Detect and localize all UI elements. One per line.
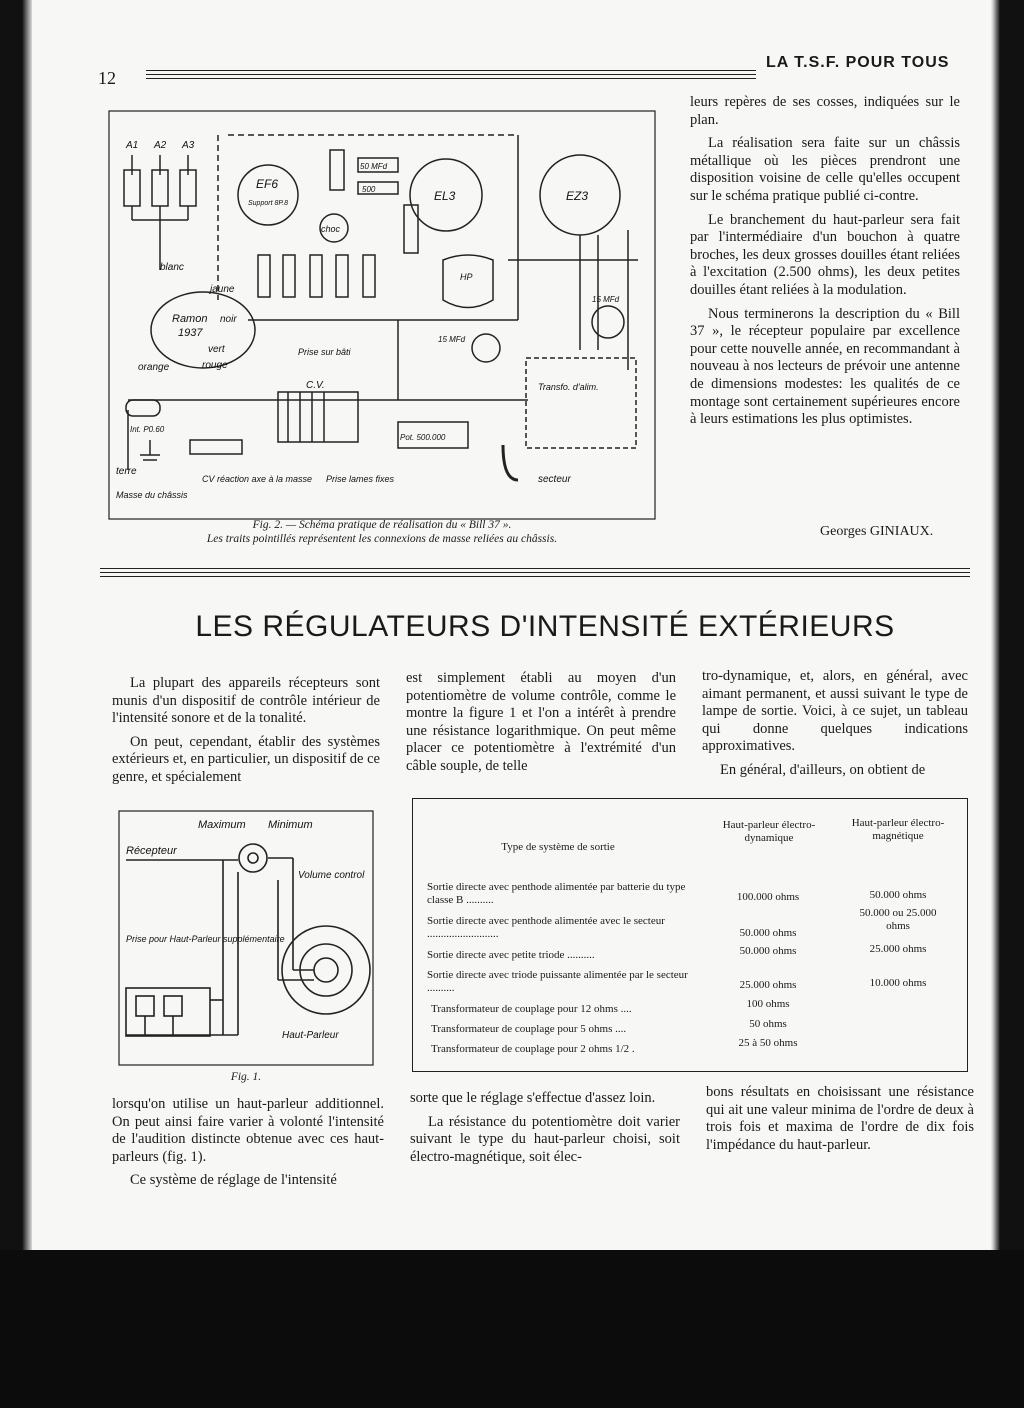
table-row-type: Sortie directe avec triode puissante alimentée par le secteur ..........: [427, 969, 688, 994]
article-paragraph: tro-dynamique, et, alors, en général, avec aimant permanent, et aussi suivant le type de lampe de sortie. Voici, à ce sujet, un tableau qui donne quelques indications approximatives.: [702, 668, 968, 755]
scan-left-shadow: [0, 0, 34, 1408]
figure2-caption: [108, 518, 656, 546]
table-row-mag: 50.000 ohms: [869, 889, 927, 901]
fig2-label-transfo: Transfo. d'alim.: [538, 382, 599, 392]
scan-right-shadow: [990, 0, 1024, 1408]
table-row-dyn: 50.000 ohms: [739, 927, 797, 939]
fig2-label-ef6: EF6: [256, 177, 279, 191]
article-paragraph: sorte que le réglage s'effectue d'assez loin.: [410, 1090, 656, 1106]
table-row-mag: 25.000 ohms: [869, 943, 927, 955]
table-row-type: Sortie directe avec petite triode ..........: [427, 949, 595, 961]
figure1-caption: Fig. 1.: [230, 1071, 262, 1083]
fig2-label-ez3: EZ3: [566, 189, 589, 203]
fig2-label-masse: Masse du châssis: [116, 490, 188, 500]
right-paragraph: La réalisation sera faite sur un châssis métallique où les pièces prendront une disposition voisine de celle qu'elles occupent sur le schéma pratique publié ci-contre.: [690, 135, 960, 204]
fig1-label-maximum: Maximum: [198, 819, 246, 831]
scan-bottom-shadow: [0, 1250, 1024, 1408]
article-paragraph: La résistance du potentiomètre doit varier suivant le type du haut-parleur choisi, soit électro-magnétique, soit élec-: [410, 1113, 680, 1165]
table-row-mag: 50.000 ou 25.000 ohms: [859, 907, 937, 932]
fig2-label-rouge: rouge: [202, 360, 228, 371]
figure2-caption-line2: Les traits pointillés représentent les connexions de masse reliées au châssis.: [206, 533, 558, 545]
table-row-dyn: 100 ohms: [746, 998, 790, 1010]
table-row-dyn: 50 ohms: [749, 1018, 787, 1030]
table-header-type: Type de système de sortie: [501, 841, 615, 853]
author-signature: Georges GINIAUX.: [820, 524, 934, 539]
fig1-label-recepteur: Récepteur: [126, 845, 177, 857]
table-row-type: Transformateur de couplage pour 12 ohms ....: [431, 1003, 632, 1015]
fig2-label-el3: EL3: [434, 189, 456, 203]
table-row-type: Sortie directe avec penthode alimentée par batterie du type classe B ..........: [427, 881, 686, 906]
article-col2: [406, 670, 676, 782]
table-row-type: Sortie directe avec penthode alimentée avec le secteur ..........................: [427, 915, 665, 940]
fig2-label-a2: A2: [154, 140, 167, 151]
fig2-label-a3: A3: [182, 140, 195, 151]
right-column-text: [690, 94, 960, 435]
fig2-label-year: 1937: [178, 327, 203, 339]
section-separator: [100, 568, 970, 577]
fig2-label-blanc: blanc: [160, 262, 184, 273]
article-title: LES RÉGULATEURS D'INTENSITÉ EXTÉRIEURS: [195, 610, 895, 643]
page-number: 12: [98, 68, 116, 88]
article-paragraph: En général, d'ailleurs, on obtient de: [720, 761, 926, 778]
fig2-label-cv: C.V.: [306, 380, 325, 391]
figure2-caption-line1: Fig. 2. — Schéma pratique de réalisation du « Bill 37 ».: [252, 519, 512, 531]
figure1-diagram: [118, 810, 374, 1066]
article-paragraph: bons résultats en choisissant une résistance qui ait une valeur minima de l'ordre de deux à trois fois et maxima de l'ordre de dix fois l'impédance du haut-parleur.: [706, 1084, 974, 1153]
fig2-label-support: Support 8P.8: [248, 200, 288, 207]
fig1-label-minimum: Minimum: [268, 819, 313, 831]
fig1-label-hp: Haut-Parleur: [282, 1030, 339, 1041]
article-col1: [112, 675, 380, 793]
fig2-label-noir: noir: [220, 314, 237, 325]
fig2-label-pot: Pot. 500.000: [400, 433, 446, 442]
article-bottom-col2: [410, 1090, 680, 1172]
fig2-label-int: Int. P0.60: [130, 425, 165, 434]
fig2-label-orange: orange: [138, 362, 170, 373]
fig2-label-terre: terre: [116, 466, 137, 477]
fig2-label-choc: choc: [321, 224, 341, 234]
fig2-label-vert: vert: [208, 344, 225, 355]
fig2-label-prise-bati: Prise sur bâti: [298, 347, 351, 357]
article-paragraph: Ce système de réglage de l'intensité: [130, 1172, 337, 1189]
impedance-table: [412, 798, 968, 1072]
table-row-type: Transformateur de couplage pour 2 ohms 1/2 .: [431, 1043, 635, 1055]
article-col3: [702, 668, 968, 786]
table-header-magnetic: Haut-parleur électro-magnétique: [851, 817, 945, 842]
fig2-label-jaune: jaune: [210, 284, 235, 295]
right-paragraph: Le branchement du haut-parleur sera fait par l'intermédiaire d'un bouchon à quatre broches, les deux grosses douilles étant reliées à l'excitation (2.500 ohms), les deux petites douilles étant reliées à la modulation.: [690, 211, 960, 298]
table-header-dynamic: Haut-parleur électro-dynamique: [722, 819, 816, 844]
table-row-dyn: 25.000 ohms: [739, 979, 797, 991]
table-row-dyn: 25 à 50 ohms: [738, 1037, 798, 1049]
table-row-mag: 10.000 ohms: [869, 977, 927, 989]
fig2-label-15mfd-a: 15 MFd: [592, 295, 620, 304]
fig1-label-prise: Prise pour Haut-Parleur supplémentaire: [126, 934, 285, 944]
fig2-label-prise-lames: Prise lames fixes: [326, 474, 395, 484]
right-paragraph: Nous terminerons la description du « Bill 37 », le récepteur populaire par excellence pour cette nouvelle année, en recommandant à nouveau à nos lecteurs de prévoir une antenne de dimensions modestes: les qualités de ce montage sont certainement supérieures encore à leurs estimations les plus optimistes.: [690, 305, 960, 428]
fig2-label-cv-reaction: CV réaction axe à la masse: [202, 474, 313, 484]
article-paragraph: est simplement établi au moyen d'un potentiomètre de volume contrôle, comme le montre la figure 1 et l'on a intérêt à prendre une résistance logarithmique. On peut même placer ce potentiomètre à l'extrémité d'un câble souple, de telle: [406, 670, 676, 774]
article-paragraph: On peut, cependant, établir des systèmes extérieurs et, en particulier, un dispositif de ce genre, et spécialement: [112, 733, 380, 785]
article-paragraph: lorsqu'on utilise un haut-parleur additionnel. On peut ainsi faire varier à volonté l'intensité de l'audition distincte obtenue avec ces haut-parleurs (fig. 1).: [112, 1096, 384, 1165]
fig2-label-hp: HP: [460, 272, 473, 282]
fig2-label-15mfd-b: 15 MFd: [438, 335, 466, 344]
article-bottom-col1: [112, 1096, 384, 1196]
table-row-type: Transformateur de couplage pour 5 ohms ....: [431, 1023, 627, 1035]
table-row-dyn: 100.000 ohms: [736, 891, 800, 903]
table-row-dyn: 50.000 ohms: [739, 945, 797, 957]
fig2-label-a1: A1: [126, 140, 139, 151]
fig2-label-secteur: secteur: [538, 474, 571, 485]
journal-title: LA T.S.F. POUR TOUS: [766, 54, 950, 71]
fig2-label-50mfd: 50 MFd: [360, 162, 388, 171]
figure2-schematic: [108, 110, 656, 520]
header-rule: [146, 70, 756, 79]
article-bottom-col3: [706, 1084, 974, 1160]
fig1-label-volume: Volume control: [298, 870, 365, 881]
fig2-label-500: 500: [362, 185, 376, 194]
right-paragraph: leurs repères de ses cosses, indiquées sur le plan.: [690, 94, 960, 128]
fig2-label-ramon: Ramon: [172, 313, 208, 325]
article-paragraph: La plupart des appareils récepteurs sont munis d'un dispositif de contrôle intérieur de l'intensité sonore et de la tonalité.: [112, 675, 380, 727]
